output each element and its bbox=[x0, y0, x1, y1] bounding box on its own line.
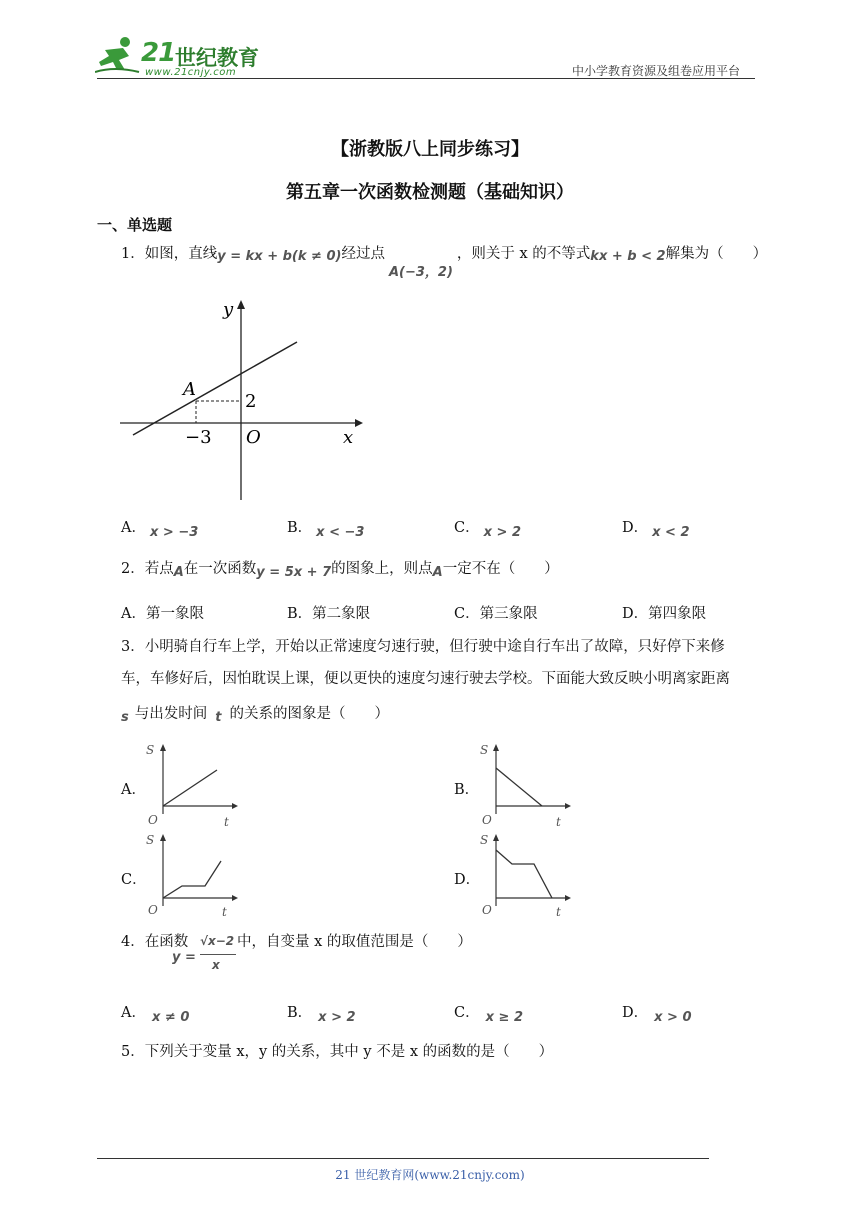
q1-option-d[interactable] bbox=[622, 516, 690, 540]
option-letter: C． bbox=[121, 872, 147, 888]
option-letter: A． bbox=[121, 782, 146, 798]
q1-function-line bbox=[133, 342, 297, 435]
q1-inequality: kx + b < 2 bbox=[590, 249, 666, 264]
q2-option-a[interactable] bbox=[121, 602, 204, 623]
axis-o: O bbox=[482, 813, 492, 827]
runner-icon bbox=[95, 36, 141, 76]
option-value: x < 2 bbox=[652, 525, 690, 540]
q2-point-a: A bbox=[173, 565, 184, 580]
q3-graph-a bbox=[140, 738, 240, 830]
q1-label-a: A bbox=[183, 379, 196, 400]
q4-option-d[interactable] bbox=[622, 1001, 692, 1025]
q2-option-b[interactable] bbox=[287, 602, 370, 623]
option-letter: B． bbox=[287, 606, 313, 622]
axis-t: t bbox=[222, 905, 227, 919]
option-value: 第四象限 bbox=[648, 606, 707, 622]
axis-s: S bbox=[146, 743, 155, 757]
option-letter: A． bbox=[121, 606, 146, 622]
q2-option-c[interactable] bbox=[454, 602, 538, 623]
q4-equation bbox=[172, 934, 236, 978]
logo-number: 21 bbox=[141, 38, 176, 68]
q1-x-arrow bbox=[355, 419, 363, 427]
q3-graph-c bbox=[140, 828, 240, 920]
q1-label-y: y bbox=[223, 299, 234, 320]
question-2-stem bbox=[121, 559, 559, 580]
q4-option-c[interactable] bbox=[454, 1001, 523, 1025]
q4-eq-denominator: x bbox=[212, 958, 220, 972]
axis-t: t bbox=[224, 815, 229, 829]
option-letter: C． bbox=[454, 1005, 480, 1021]
option-letter: C． bbox=[454, 520, 480, 536]
q1-prefix: 1．如图，直线 bbox=[121, 246, 218, 262]
logo bbox=[95, 32, 265, 82]
footer-text[interactable]: 21 世纪教育网(www.21cnjy.com) bbox=[335, 1168, 525, 1182]
page-title: 【浙教版八上同步练习】 bbox=[331, 139, 529, 160]
q1-point: A(−3，2) bbox=[388, 265, 453, 280]
q4-eq-numerator: √x−2 bbox=[200, 934, 235, 948]
option-value: 第三象限 bbox=[479, 606, 538, 622]
option-value: x > 0 bbox=[654, 1010, 692, 1025]
q3-s: s bbox=[121, 710, 129, 725]
option-value: 第二象限 bbox=[312, 606, 371, 622]
q1-mid2: ，则关于 x 的不等式 bbox=[456, 246, 591, 262]
option-letter: D． bbox=[622, 606, 649, 622]
q4-prefix: 4．在函数 bbox=[121, 934, 189, 950]
q1-option-a[interactable] bbox=[121, 516, 199, 540]
option-value: 第一象限 bbox=[145, 606, 204, 622]
axis-s: S bbox=[480, 743, 489, 757]
axis-t: t bbox=[556, 815, 561, 829]
q3-mid: 与出发时间 bbox=[134, 706, 208, 722]
q1-suffix: 解集为（ ） bbox=[665, 246, 768, 262]
q2-equation: y = 5x + 7 bbox=[256, 565, 332, 580]
option-letter: B． bbox=[454, 782, 480, 798]
q1-y-arrow bbox=[237, 300, 245, 309]
option-value: x > 2 bbox=[318, 1010, 356, 1025]
option-letter: B． bbox=[287, 1005, 313, 1021]
q2-option-d[interactable] bbox=[622, 602, 706, 623]
q1-graph bbox=[115, 295, 365, 505]
q3-suffix: 的关系的图象是（ ） bbox=[229, 706, 389, 722]
footer-rule bbox=[97, 1158, 709, 1159]
option-letter: C． bbox=[454, 606, 480, 622]
q1-mid: 经过点 bbox=[341, 246, 385, 262]
header-rule bbox=[97, 78, 755, 79]
q2-prefix: 2．若点 bbox=[121, 561, 174, 577]
logo-text: 世纪教育 bbox=[175, 46, 259, 70]
option-letter: A． bbox=[121, 1005, 146, 1021]
section-title: 一、单选题 bbox=[97, 216, 173, 234]
q3-t: t bbox=[215, 710, 222, 725]
option-letter: D． bbox=[454, 872, 481, 888]
option-value: x > −3 bbox=[149, 525, 199, 540]
q1-equation: y = kx + b(k ≠ 0) bbox=[217, 249, 342, 264]
axis-s: S bbox=[480, 833, 489, 847]
q1-label-x: x bbox=[343, 427, 354, 448]
question-3-line-1: 3．小明骑自行车上学，开始以正常速度匀速行驶，但行驶中途自行车出了故障，只好停下来修 bbox=[121, 639, 725, 655]
q1-option-c[interactable] bbox=[454, 516, 521, 540]
q4-option-a[interactable] bbox=[121, 1001, 190, 1025]
q1-option-b[interactable] bbox=[287, 516, 365, 540]
q4-eq-y: y = bbox=[172, 950, 196, 965]
question-3-line-2: 车，车修好后，因怕耽误上课，便以更快的速度匀速行驶去学校。下面能大致反映小明离家距离 bbox=[121, 671, 730, 687]
option-value: x < −3 bbox=[316, 525, 365, 540]
option-value: x ≠ 0 bbox=[151, 1010, 190, 1025]
q1-label-o: O bbox=[246, 427, 261, 448]
option-value: x > 2 bbox=[483, 525, 521, 540]
axis-s: S bbox=[146, 833, 155, 847]
q1-label-neg3: −3 bbox=[185, 427, 212, 448]
axis-o: O bbox=[148, 813, 158, 827]
option-letter: B． bbox=[287, 520, 313, 536]
q2-mid: 在一次函数 bbox=[183, 561, 257, 577]
q2-mid2: 的图象上，则点 bbox=[331, 561, 433, 577]
option-letter: A． bbox=[121, 520, 146, 536]
q4-fraction-bar bbox=[200, 954, 236, 955]
option-letter: D． bbox=[622, 1005, 649, 1021]
option-value: x ≥ 2 bbox=[485, 1010, 523, 1025]
question-1-stem bbox=[121, 244, 768, 280]
q1-label-2: 2 bbox=[245, 391, 257, 412]
axis-o: O bbox=[482, 903, 492, 917]
question-3-line-3 bbox=[121, 704, 389, 725]
logo-url: www.21cnjy.com bbox=[145, 67, 237, 78]
q4-option-b[interactable] bbox=[287, 1001, 356, 1025]
option-letter: D． bbox=[622, 520, 649, 536]
q2-point-a2: A bbox=[432, 565, 443, 580]
header-platform-text: 中小学教育资源及组卷应用平台 bbox=[572, 64, 741, 78]
page-subtitle: 第五章一次函数检测题（基础知识） bbox=[286, 182, 574, 203]
q4-suffix: 中，自变量 x 的取值范围是（ ） bbox=[237, 934, 472, 950]
axis-t: t bbox=[556, 905, 561, 919]
q3-graph-d bbox=[474, 828, 574, 920]
question-5-stem: 5．下列关于变量 x，y 的关系，其中 y 不是 x 的函数的是（ ） bbox=[121, 1044, 554, 1060]
axis-o: O bbox=[148, 903, 158, 917]
q3-graph-b bbox=[474, 738, 574, 830]
q2-suffix: 一定不在（ ） bbox=[442, 561, 559, 577]
